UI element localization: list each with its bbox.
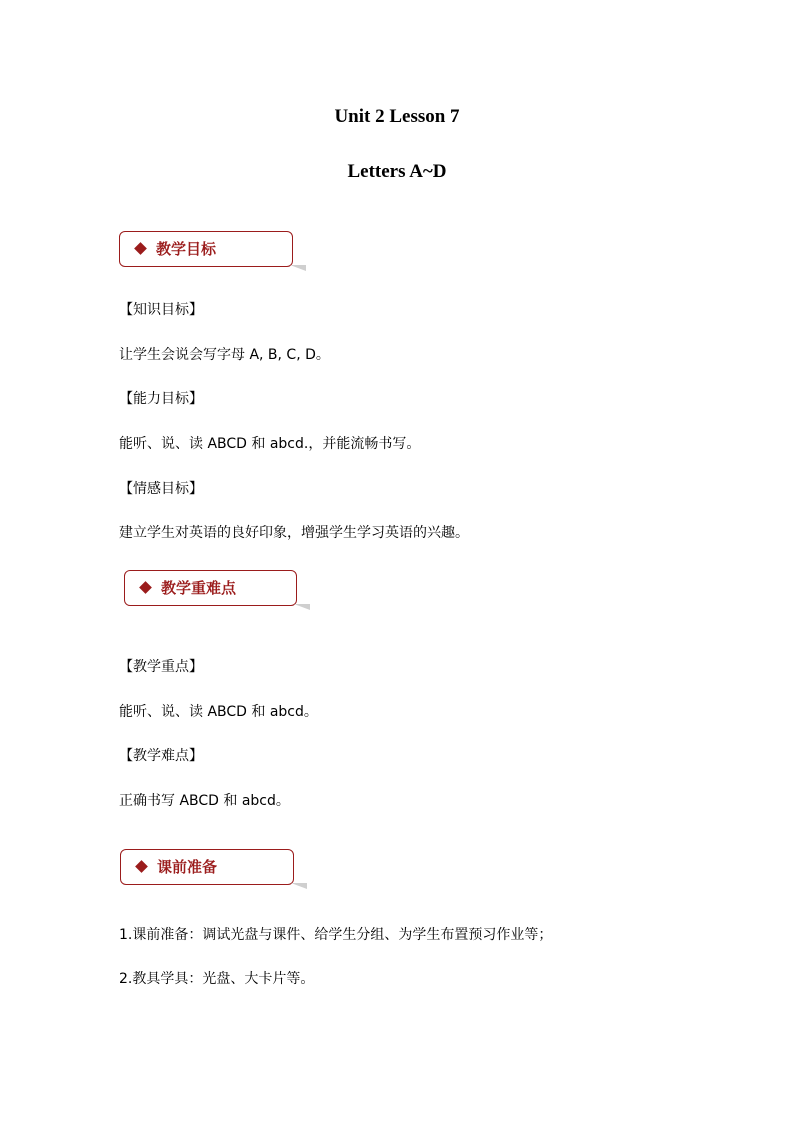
section-heading-label: 教学重难点: [161, 579, 237, 597]
section-heading-label: 教学目标: [156, 240, 217, 258]
document-title: Unit 2 Lesson 7: [334, 106, 460, 127]
paragraph-knowledge-objective: 让学生会说会写字母 A, B, C, D。: [119, 347, 330, 363]
paragraph-key-point: 能听、说、读 ABCD 和 abcd。: [119, 704, 318, 720]
paragraph-emotion-objective-heading: 【情感目标】: [119, 481, 203, 497]
section-heading-key-difficult-points: [124, 570, 297, 606]
paragraph-key-point-heading: 【教学重点】: [119, 659, 203, 675]
section-heading-teaching-objectives: [119, 231, 293, 267]
paragraph-difficult-point: 正确书写 ABCD 和 abcd。: [119, 793, 290, 809]
paragraph-preparation-2: 2.教具学具：光盘、大卡片等。: [119, 971, 315, 987]
diamond-icon: [139, 581, 152, 594]
paragraph-difficult-point-heading: 【教学难点】: [119, 748, 203, 764]
paragraph-ability-objective: 能听、说、读 ABCD 和 abcd.，并能流畅书写。: [119, 436, 421, 452]
section-heading-preparation: [120, 849, 294, 885]
diamond-icon: [134, 242, 147, 255]
document-subtitle: Letters A~D: [347, 161, 447, 182]
section-heading-label: 课前准备: [157, 858, 218, 876]
paragraph-ability-objective-heading: 【能力目标】: [119, 391, 203, 407]
paragraph-knowledge-objective-heading: 【知识目标】: [119, 302, 203, 318]
paragraph-emotion-objective: 建立学生对英语的良好印象，增强学生学习英语的兴趣。: [119, 525, 469, 541]
paragraph-preparation-1: 1.课前准备：调试光盘与课件、给学生分组、为学生布置预习作业等；: [119, 927, 553, 943]
diamond-icon: [135, 860, 148, 873]
